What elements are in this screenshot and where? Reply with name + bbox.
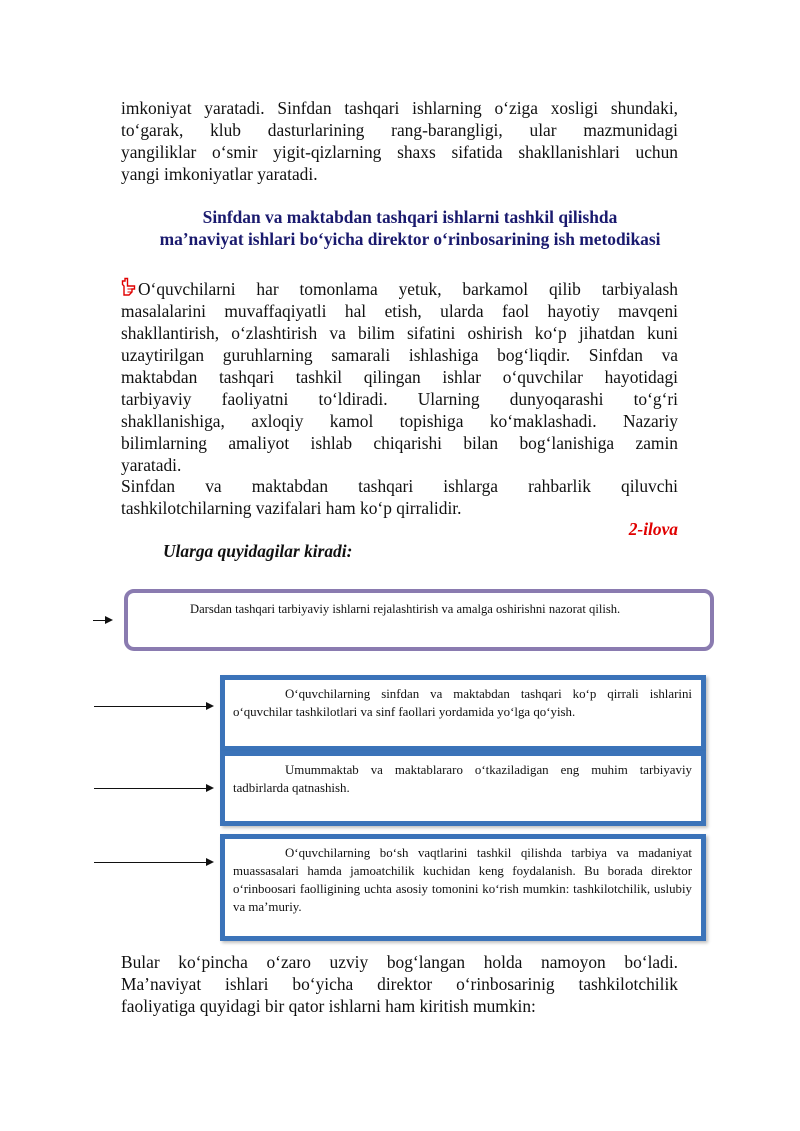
appendix-label: 2-ilova [628, 519, 678, 539]
main-line: shakllanishiga, axloqiy kamol topishiga ko‘maklashadi. Nazariy [121, 411, 678, 431]
box-3-text: O‘quvchilarning bo‘sh vaqtlarini tashkil qilishda tarbiya va madaniyat muassasalari hamda jamoatchilik kuchidan keng foydalanish. Bu borada direktor o‘rinboosari faolligining uchta asosiy tomonini ko‘rish mumkin: tashkilotchilik, uslubiy va ma’muriy. [233, 846, 692, 914]
section-heading-line-2: ma’naviyat ishlari bo‘yicha direktor o‘rinbosarining ish metodikasi [159, 229, 661, 249]
main-line: bilimlarning amaliyot ishlab chiqarishi bilan bog‘lanishiga zamin [121, 433, 678, 453]
main-line: uzaytirilgan guruhlarning samarali ishlashiga bog‘liqdir. Sinfdan va [121, 345, 678, 365]
main-line: masalalarini muvaffaqiyatli hal etish, ularda faol hayotiy mavqeni [121, 301, 678, 321]
arrow-3 [94, 788, 212, 789]
box-2 [220, 751, 706, 826]
intro-line: yangiliklar o‘smir yigit-qizlarning shaxs sifatida shakllanishlari uchun [121, 142, 678, 162]
second-line: tashkilotchilarning vazifalari ham ko‘p qirralidir. [121, 498, 462, 518]
closing-paragraph [121, 951, 678, 1017]
main-paragraph [121, 277, 678, 476]
main-line: shakllantirish, o‘zlashtirish va bilim sifatini oshirish ko‘p jihatdan kuni [121, 323, 678, 343]
arrow-4 [94, 862, 212, 863]
closing-line: faoliyatiga quyidagi bir qator ishlarni ham kiritish mumkin: [121, 996, 536, 1016]
box-3 [220, 834, 706, 941]
closing-line: Bular ko‘pincha o‘zaro uzviy bog‘langan holda namoyon bo‘ladi. [121, 952, 678, 972]
main-line: yaratadi. [121, 455, 182, 475]
pointing-hand-icon [121, 277, 137, 297]
main-line: tarbiyaviy faoliyatni to‘ldiradi. Ularning dunyoqarashi to‘g‘ri [121, 389, 678, 409]
main-line [121, 277, 678, 300]
box-1-text: O‘quvchilarning sinfdan va maktabdan tashqari ko‘p qirrali ishlarini o‘quvchilar tashkilotlari va sinf faollari yordamida yo‘lga qo‘yish. [233, 687, 692, 719]
main-line-text: O‘quvchilarni har tomonlama yetuk, barkamol qilib tarbiyalash [138, 279, 678, 299]
arrow-1 [93, 620, 111, 621]
top-box [124, 589, 714, 651]
intro-paragraph [121, 97, 678, 185]
section-heading-line-1: Sinfdan va maktabdan tashqari ishlarni tashkil qilishda [202, 207, 618, 227]
top-box-text: Darsdan tashqari tarbiyaviy ishlarni rejalashtirish va amalga oshirishni nazorat qilish. [190, 602, 621, 616]
box-1 [220, 675, 706, 751]
arrow-2 [94, 706, 212, 707]
closing-line: Ma’naviyat ishlari bo‘yicha direktor o‘rinbosarinig tashkilotchilik [121, 974, 678, 994]
intro-line: imkoniyat yaratadi. Sinfdan tashqari ishlarning o‘ziga xosligi shundaki, [121, 98, 678, 118]
list-intro: Ularga quyidagilar kiradi: [163, 541, 353, 561]
second-line: Sinfdan va maktabdan tashqari ishlarga rahbarlik qiluvchi [121, 476, 678, 496]
section-heading [100, 206, 720, 250]
box-2-text: Umummaktab va maktablararo o‘tkaziladigan eng muhim tarbiyaviy tadbirlarda qatnashish. [233, 763, 692, 795]
intro-line: yangi imkoniyatlar yaratadi. [121, 164, 318, 184]
intro-line: to‘garak, klub dasturlarining rang-barangligi, ular mazmunidagi [121, 120, 678, 140]
main-line: maktabdan tashqari tashkil qilingan ishlar o‘quvchilar hayotidagi [121, 367, 678, 387]
second-paragraph [121, 475, 678, 519]
